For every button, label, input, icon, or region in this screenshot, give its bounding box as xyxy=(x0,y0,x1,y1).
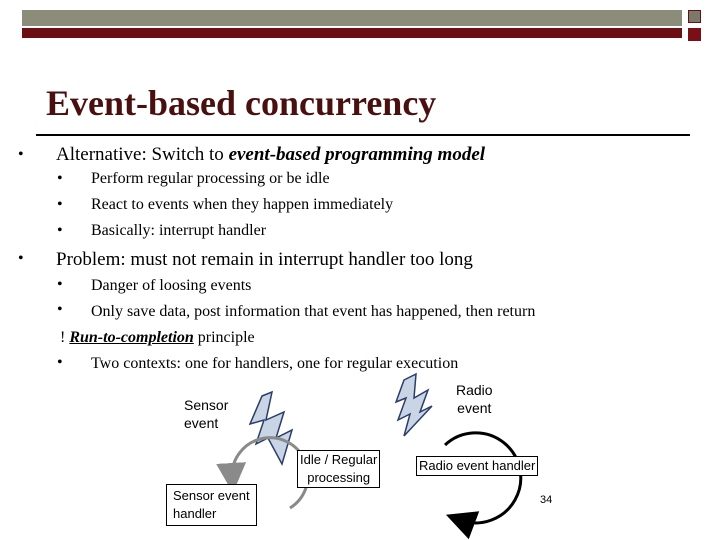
bullet-text-plain: Alternative: Switch to xyxy=(56,144,229,165)
arrow-icon: ! xyxy=(60,329,66,346)
sub-bullet-icon: • xyxy=(57,301,63,318)
sub-bullet-text: Perform regular processing or be idle xyxy=(91,170,330,187)
sensor-handler-box: Sensor event handler xyxy=(166,484,257,526)
idle-processing-box: Idle / Regular processing xyxy=(297,450,380,488)
sub-bullet-text: Only save data, post information that event has happened, then return xyxy=(91,303,536,320)
sub-bullet-icon: • xyxy=(57,170,63,187)
run-to-completion-rest: principle xyxy=(193,329,255,346)
sub-bullet-text: Basically: interrupt handler xyxy=(91,222,267,239)
sub-bullet-icon: • xyxy=(57,196,63,213)
sub-bullet-text: Two contexts: one for handlers, one for regular execution xyxy=(91,355,459,372)
sub-bullet-icon: • xyxy=(57,354,63,371)
sub-bullet-icon: • xyxy=(57,222,63,239)
slide-title: Event-based concurrency xyxy=(46,83,437,123)
sensor-event-label: Sensor event xyxy=(184,397,229,431)
page-number: 34 xyxy=(540,494,553,506)
radio-handler-box: Radio event handler xyxy=(416,456,538,476)
sub-bullet-text: React to events when they happen immediately xyxy=(91,196,394,213)
bullet-text: Problem: must not remain in interrupt handler too long xyxy=(56,249,473,270)
sub-bullet-icon: • xyxy=(57,276,63,293)
bullet-icon: • xyxy=(18,146,24,163)
bullet-icon: • xyxy=(18,250,24,267)
sensor-lightning-icon xyxy=(250,392,292,464)
radio-loop-arc xyxy=(445,433,521,523)
sub-bullet-text: Danger of loosing events xyxy=(91,277,252,294)
radio-lightning-icon xyxy=(396,374,432,436)
run-to-completion-emphasis: Run-to-completion xyxy=(69,329,194,346)
bullet-text-emphasis: event-based programming model xyxy=(228,144,486,165)
radio-event-label: Radio event xyxy=(456,382,493,416)
